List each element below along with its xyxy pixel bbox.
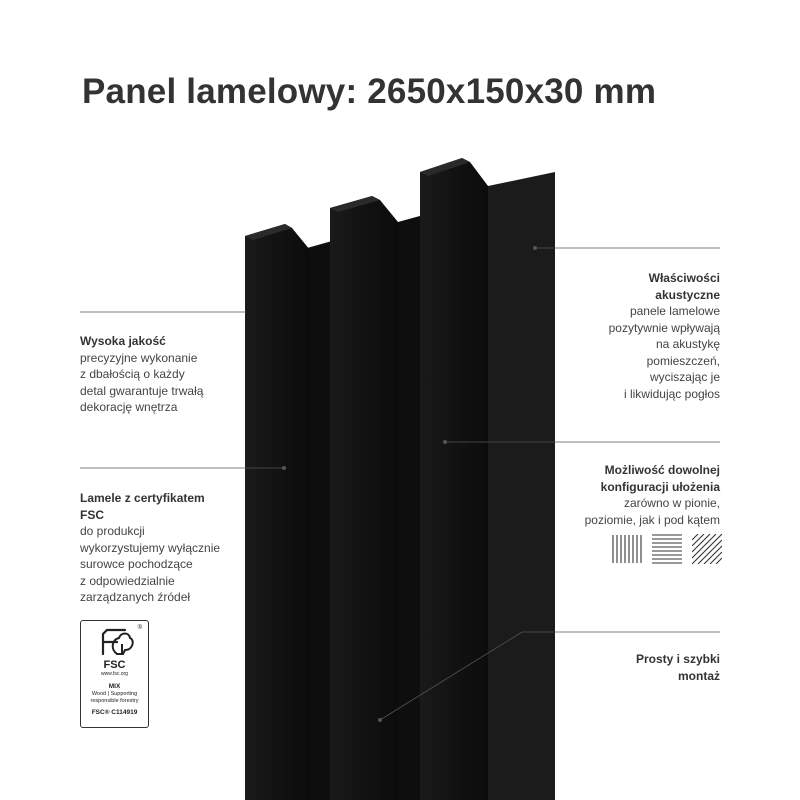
fsc-license: FSC® C114919	[91, 709, 138, 716]
mount-block	[636, 651, 720, 684]
acoustic-heading: Właściwości	[648, 271, 720, 285]
fsc-heading: FSC	[80, 507, 104, 522]
diagonal-pattern-icon	[692, 534, 722, 564]
acoustic-heading: akustyczne	[655, 287, 720, 302]
slat-1	[245, 224, 310, 800]
fsc-line: wykorzystujemy wyłącznie	[80, 540, 221, 555]
fsc-block	[80, 490, 220, 606]
config-line: poziomie, jak i pod kątem	[584, 512, 720, 527]
mount-heading: Prosty i szybki	[635, 652, 720, 666]
acoustic-line: na akustykę	[655, 337, 720, 351]
quality-line: precyzyjne wykonanie	[80, 350, 198, 365]
vertical-pattern-icon	[613, 535, 641, 563]
fsc-brand: FSC	[103, 659, 126, 671]
slat-2-side	[398, 216, 420, 800]
fsc-tree-icon	[81, 626, 148, 659]
fsc-heading: Lamele z certyfikatem	[80, 491, 205, 505]
acoustic-line: pozytywnie wpływają	[608, 320, 720, 335]
mount-heading: montaż	[678, 668, 720, 683]
quality-block	[80, 333, 203, 416]
acoustic-line: i likwidując pogłos	[623, 386, 720, 401]
slat-2	[330, 196, 398, 800]
fsc-mix: MIX	[108, 683, 121, 690]
fsc-logo	[80, 620, 149, 728]
orientation-patterns	[612, 534, 722, 564]
fsc-url: www.fsc.org	[101, 671, 128, 677]
fsc-line: Wood | Supporting	[91, 691, 138, 697]
slat-3	[420, 158, 488, 800]
fsc-line: surowce pochodzące	[80, 557, 193, 571]
config-heading: konfiguracji ułożenia	[600, 479, 720, 494]
quality-line: detal gwarantuje trwałą	[80, 383, 204, 398]
fsc-line: zarządzanych źródeł	[80, 590, 191, 604]
slat-1-side	[310, 244, 330, 800]
fsc-line: z odpowiedzialnie	[80, 573, 175, 588]
config-block	[585, 462, 720, 528]
fsc-line: responsible forestry	[90, 698, 139, 704]
fsc-line: do produkcji	[80, 524, 145, 538]
page-title: Panel lamelowy: 2650x150x30 mm	[82, 72, 657, 111]
acoustic-line: wyciszając je	[649, 370, 720, 384]
config-line: zarówno w pionie,	[623, 496, 720, 510]
quality-line: z dbałością o każdy	[80, 367, 185, 381]
quality-heading: Wysoka jakość	[80, 334, 166, 348]
acoustic-line: panele lamelowe	[629, 304, 720, 318]
acoustic-line: pomieszczeń,	[646, 353, 720, 368]
horizontal-pattern-icon	[652, 535, 682, 563]
acoustic-block	[609, 270, 720, 402]
config-heading: Możliwość dowolnej	[604, 463, 720, 477]
fsc-registered-mark: ®	[137, 625, 142, 631]
slat-3-side	[488, 172, 555, 800]
quality-line: dekorację wnętrza	[80, 400, 178, 414]
